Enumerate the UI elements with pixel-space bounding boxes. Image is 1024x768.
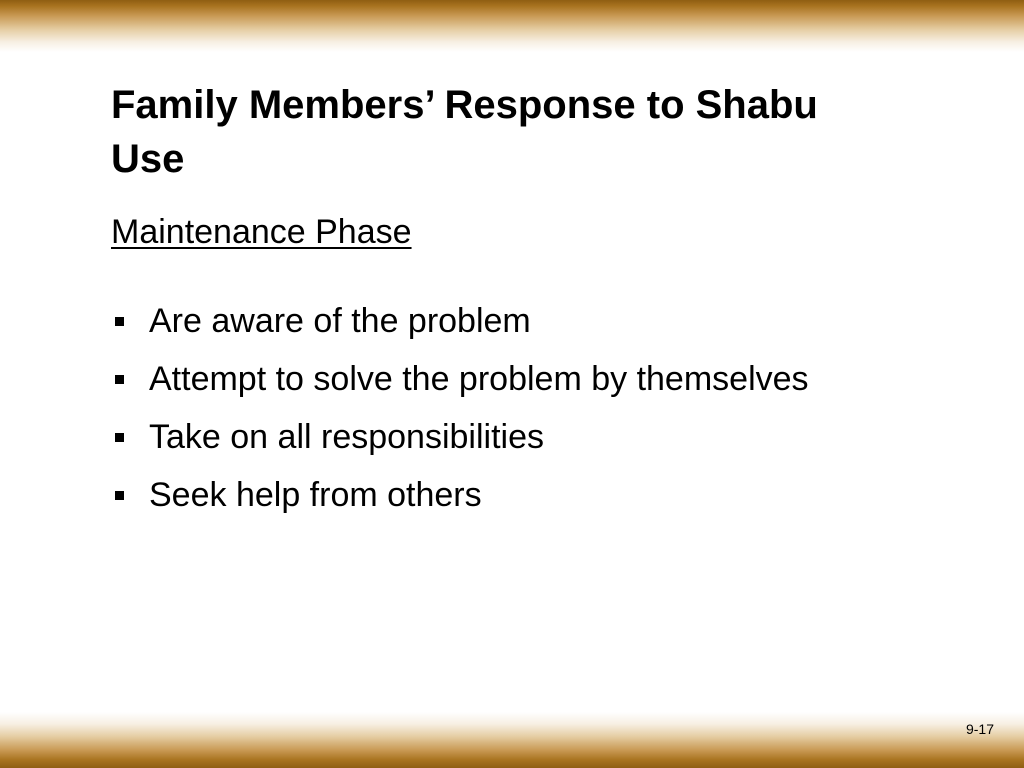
square-bullet-icon [115, 375, 124, 384]
bottom-decorative-band [0, 712, 1024, 768]
page-number: 9-17 [965, 721, 994, 737]
bullet-item [111, 414, 811, 460]
square-bullet-icon [115, 317, 124, 326]
square-bullet-icon [115, 433, 124, 442]
bullet-item [111, 472, 811, 518]
top-decorative-band [0, 0, 1024, 52]
bullet-text: Are aware of the problem [149, 302, 531, 340]
bullet-list [111, 298, 811, 530]
bullet-text: Seek help from others [149, 476, 482, 514]
slide-title: Family Members’ Response to Shabu Use [111, 83, 818, 181]
bullet-text: Take on all responsibilities [149, 418, 544, 456]
bullet-item [111, 298, 811, 344]
slide-subtitle: Maintenance Phase [111, 213, 412, 251]
square-bullet-icon [115, 491, 124, 500]
bullet-text: Attempt to solve the problem by themselves [149, 360, 809, 398]
bullet-item [111, 356, 811, 402]
